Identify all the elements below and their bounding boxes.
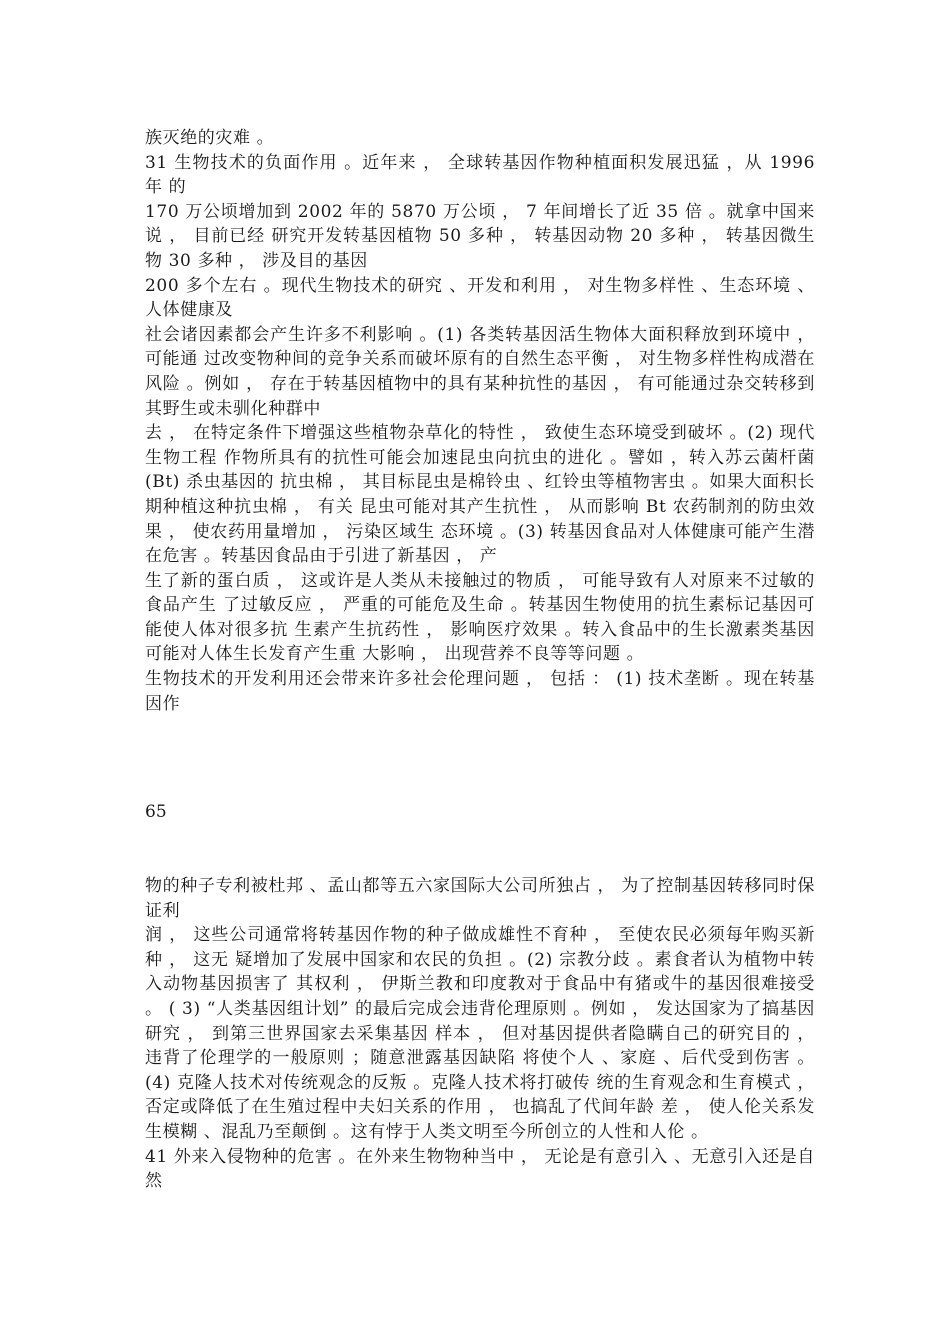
paragraph: 去 ， 在特定条件下增强这些植物杂草化的特性 ， 致使生态环境受到破坏 。(2) 现代生物工程 作物所具有的抗性可能会加速昆虫向抗虫的进化 。譬如 ，转入苏云菌杆菌 (Bt) 杀虫基因的 抗虫棉 ， 其目标昆虫是棉铃虫 、红铃虫等植物害虫 。如果大面积长期种植这种抗虫棉 ， 有关 昆虫可能对其产生抗性 ， 从而影响 Bt 农药制剂的防虫效果 ， 使农药用量增加 ， 污染区域生 态环境 。(3) 转基因食品对人体健康可能产生潜在危害 。转基因食品由于引进了新基因 ， 产 bbox=[145, 423, 815, 567]
paragraph: 生了新的蛋白质 ， 这或许是人类从未接触过的物质 ， 可能导致有人对原来不过敏的食品产生 了过敏反应 ， 严重的可能危及生命 。转基因生物使用的抗生素标记基因可能使人体对很多抗 生素产生抗药性 ， 影响医疗效果 。转入食品中的生长激素类基因可能对人体生长发育产生重 大影响 ， 出现营养不良等等问题 。 bbox=[145, 570, 815, 665]
paragraph: 润 ， 这些公司通常将转基因作物的种子做成雄性不育种 ， 至使农民必须每年购买新种 ， 这无 疑增加了发展中国家和农民的负担 。(2) 宗教分歧 。素食者认为植物中转入动物基因损害了 其权利 ， 伊斯兰教和印度教对于食品中有猪或牛的基因很难接受 。 ( 3) “人类基因组计划” 的最后完成会违背伦理原则 。例如 ， 发达国家为了搞基因研究 ， 到第三世界国家去采集基因 样本 ， 但对基因提供者隐瞒自己的研究目的 ， 违背了伦理学的一般原则 ；随意泄露基因缺陷 将使个人 、家庭 、后代受到伤害 。(4) 克隆人技术对传统观念的反叛 。克隆人技术将打破传 统的生育观念和生育模式 ， 否定或降低了在生殖过程中夫妇关系的作用 ， 也搞乱了代间年龄 差 ， 使人伦关系发生模糊 、混乱乃至颠倒 。这有悖于人类文明至今所创立的人性和人伦 。 bbox=[145, 925, 815, 1142]
page-number: 65 bbox=[145, 802, 167, 822]
paragraph: 200 多个左右 。现代生物技术的研究 、开发和利用 ， 对生物多样性 、生态环境 、人体健康及 bbox=[145, 275, 815, 321]
paragraph: 170 万公顷增加到 2002 年的 5870 万公顷 ， 7 年间增长了近 35 倍 。就拿中国来说 ， 目前已经 研究开发转基因植物 50 多种 ， 转基因动物 20 多种 ， 转基因微生物 30 多种 ， 涉及目的基因 bbox=[145, 201, 815, 271]
paragraph: 社会诸因素都会产生许多不利影响 。(1) 各类转基因活生物体大面积释放到环境中 ， 可能通 过改变物种间的竞争关系而破坏原有的自然生态平衡 ， 对生物多样性构成潜在风险 。例如 ， 存在于转基因植物中的具有某种抗性的基因 ， 有可能通过杂交转移到其野生或未驯化种群中 bbox=[145, 324, 815, 419]
paragraph: 生物技术的开发利用还会带来许多社会伦理问题 ， 包括 ： (1) 技术垄断 。现在转基因作 bbox=[145, 669, 815, 714]
text-section-top bbox=[145, 126, 815, 716]
paragraph: 族灭绝的灾难 。 bbox=[145, 128, 275, 148]
paragraph: 物的种子专利被杜邦 、孟山都等五六家国际大公司所独占 ， 为了控制基因转移同时保证利 bbox=[145, 876, 815, 921]
paragraph: 31 生物技术的负面作用 。近年来 ， 全球转基因作物种植面积发展迅猛 ，从 1996 年 的 bbox=[145, 152, 815, 198]
text-section-bottom bbox=[145, 874, 815, 1194]
paragraph: 41 外来入侵物种的危害 。在外来生物物种当中 ， 无论是有意引入 、无意引入还是自然 bbox=[145, 1146, 815, 1192]
